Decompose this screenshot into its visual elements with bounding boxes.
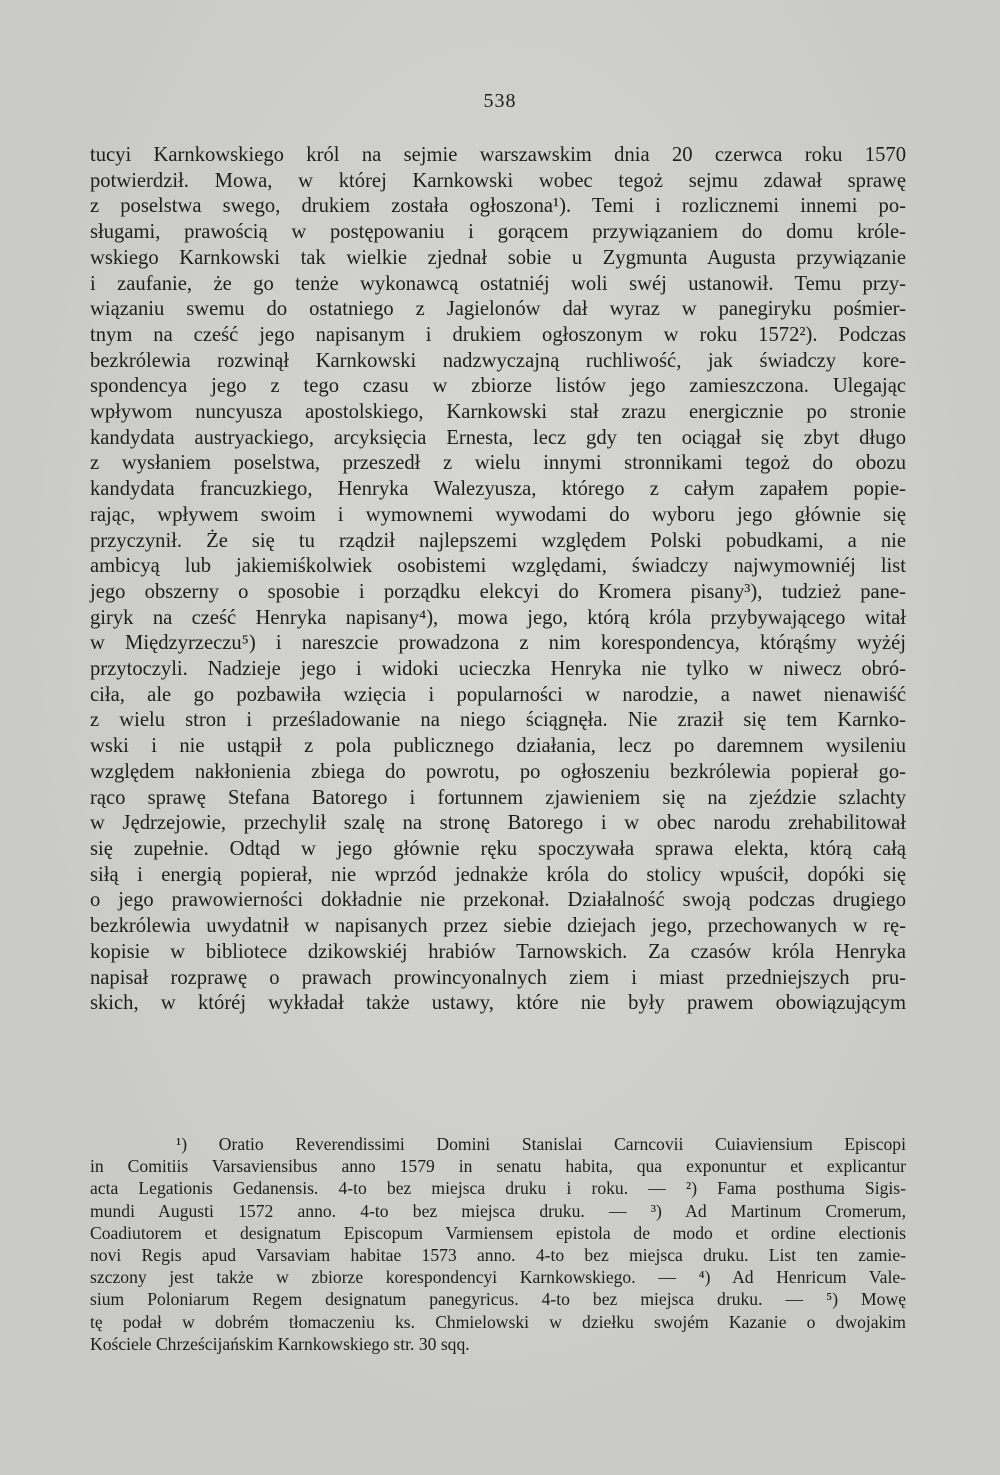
body-text-line: i zaufanie, że go tenże wykonawcą ostatniéj woli swéj ustanowił. Temu przy- [90,272,906,295]
body-text-line: giryk na cześć Henryka napisany⁴), mowa jego, którą króla przybywającego witał [90,606,906,629]
body-text-line: o jego prawowierności dokładnie nie przekonał. Działalność swoją podczas drugiego [90,889,906,912]
body-text-line: jego obszerny o sposobie i porządku elekcyi do Kromera pisany³), tudzież pane- [90,580,906,603]
body-text-line: rając, wpływem swoim i wymownemi wywodami do wyboru jego głównie się [90,503,906,526]
footnote-line: sium Poloniarum Regem designatum panegyricus. 4-to bez miejsca druku. — ⁵) Mowę [90,1289,906,1310]
body-text-line: przytoczyli. Nadzieje jego i widoki ucieczka Henryka nie tylko w niwecz obró- [90,658,906,681]
body-text-line: w Międzyrzeczu⁵) i nareszcie prowadzona z nim korespondencya, którąśmy wyżéj [90,632,906,655]
body-text-line: tnym na cześć jego napisanym i drukiem ogłoszonym w roku 1572²). Podczas [90,323,906,346]
body-text-line: wpływom nuncyusza apostolskiego, Karnkowski stał zrazu energicznie po stronie [90,401,906,424]
body-text-line: skich, w któréj wykładał także ustawy, które nie były prawem obowiązującym [90,992,906,1015]
body-text-line: z wielu stron i prześladowanie na niego ściągnęła. Nie zraził się tem Karnko- [90,709,906,732]
body-text-line: się zupełnie. Odtąd w jego głównie ręku spoczywała sprawa elekta, którą całą [90,837,906,860]
body-text-line: w Jędrzejowie, przechylił szalę na stronę Batorego i w obec narodu zrehabilitował [90,812,906,835]
body-text-line: z poselstwa swego, drukiem została ogłoszona¹). Temi i rozlicznemi innemi po- [90,195,906,218]
body-text-line: napisał rozprawę o prawach prowincyonalnych ziem i miast przedniejszych pru- [90,966,906,989]
footnote-line: tę podał w dobrém tłomaczeniu ks. Chmielowski w dziełku swojém Kazanie o dwojakim [90,1311,906,1332]
body-text-line: przyczynił. Że się tu rządził najlepszemi względem Polski pobudkami, a nie [90,529,906,552]
footnote-line: mundi Augusti 1572 anno. 4-to bez miejsca druku. — ³) Ad Martinum Cromerum, [90,1200,906,1221]
footnote-line: szczony jest także w zbiorze korespondencyi Karnkowskiego. — ⁴) Ad Henricum Vale- [90,1267,906,1288]
footnote-line: in Comitiis Varsaviensibus anno 1579 in senatu habita, qua exponuntur et explicantur [90,1156,906,1177]
footnote-line: acta Legationis Gedanensis. 4-to bez miejsca druku i roku. — ²) Fama posthuma Sigis- [90,1178,906,1199]
body-text-line: z wysłaniem poselstwa, przeszedł z wielu innymi stronnikami tegoż do obozu [90,452,906,475]
main-text-body [90,143,906,1017]
body-text-line: spondencya jego z tego czasu w zbiorze listów jego zamieszczona. Ulegając [90,375,906,398]
body-text-line: względem nakłonienia zbiega do powrotu, po ogłoszeniu bezkrólewia popierał go- [90,760,906,783]
footnote-line: Kościele Chrześcijańskim Karnkowskiego str. 30 sqq. [90,1333,470,1354]
body-text-line: wskiego Karnkowski tak wielkie zjednał sobie u Zygmunta Augusta przywiązanie [90,246,906,269]
footnote-line: novi Regis apud Varsaviam habitae 1573 anno. 4-to bez miejsca druku. List ten zamie- [90,1245,906,1266]
body-text-line: wski i nie ustąpił z pola publicznego działania, lecz po daremnem wysileniu [90,735,906,758]
body-text-line: bezkrólewia uwydatnił w napisanych przez siebie dziejach jego, przechowanych w rę- [90,915,906,938]
body-text-line: kandydata austryackiego, arcyksięcia Ernesta, lecz gdy ten ociągał się zbyt długo [90,426,906,449]
body-text-line: potwierdził. Mowa, w której Karnkowski wobec tegoż sejmu zdawał sprawę [90,169,906,192]
body-text-line: rąco sprawę Stefana Batorego i fortunnem zjawieniem się na zjeździe szlachty [90,786,906,809]
body-text-line: wiązaniu swemu do ostatniego z Jagielonów dał wyraz w panegiryku pośmier- [90,298,906,321]
footnote-line: ¹) Oratio Reverendissimi Domini Stanislai Carncovii Cuiaviensium Episcopi [176,1134,906,1154]
body-text-line: tucyi Karnkowskiego król na sejmie warszawskim dnia 20 czerwca roku 1570 [90,144,906,166]
footnote-line: Coadiutorem et designatum Episcopum Varmiensem epistola de modo et ordine electionis [90,1222,906,1243]
footnotes-section [90,1133,906,1355]
body-text-line: ambicyą lub jakiemiśkolwiek osobistemi względami, świadczy najwymowniéj list [90,555,906,578]
body-text-line: sługami, prawością w postępowaniu i gorącem przywiązaniem do domu króle- [90,221,906,244]
body-text-line: bezkrólewia rozwinął Karnkowski nadzwyczajną ruchliwość, jak świadczy kore- [90,349,906,372]
body-text-line: ciła, ale go pozbawiła wzięcia i popularności w narodzie, a nawet nienawiść [90,683,906,706]
body-text-line: kopisie w bibliotece dzikowskiéj hrabiów Tarnowskich. Za czasów króla Henryka [90,940,906,963]
body-text-line: kandydata francuzkiego, Henryka Walezyusza, którego z całym zapałem popie- [90,478,906,501]
body-text-line: siłą i energią popierał, nie wprzód jednakże króla do stolicy wpuścił, dopóki się [90,863,906,886]
page-number: 538 [483,90,517,112]
